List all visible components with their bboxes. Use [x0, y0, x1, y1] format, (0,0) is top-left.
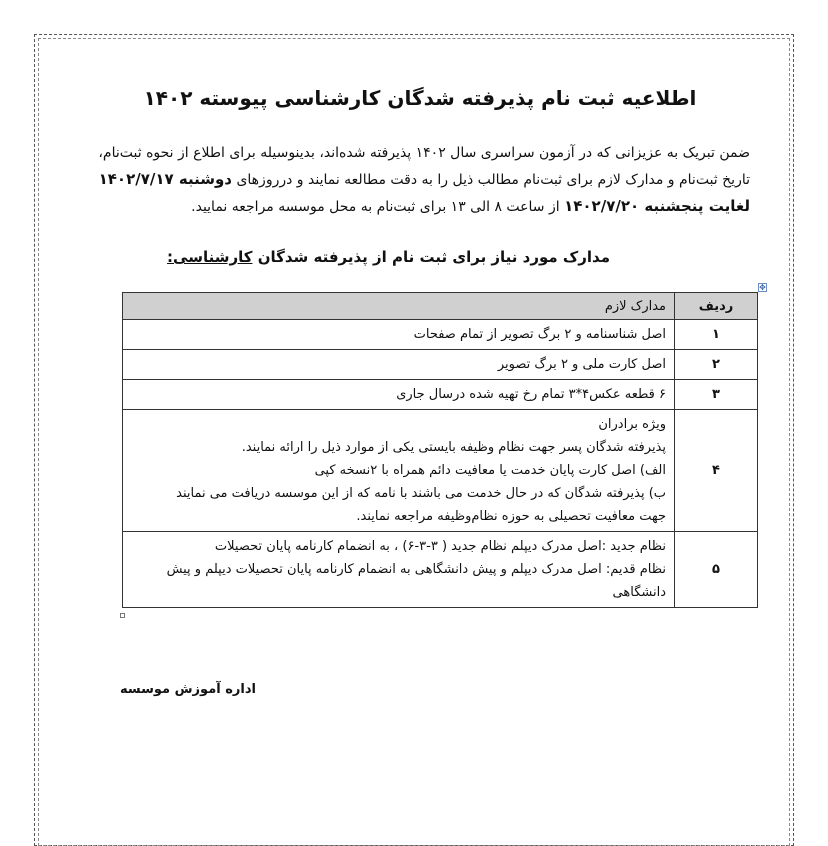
row-number: ۲ [675, 350, 758, 380]
row-line: ب) پذیرفته شدگان که در حال خدمت می باشند با نامه که از این موسسه دریافت می نمایند [176, 486, 666, 501]
row-line: اصل کارت ملی و ۲ برگ تصویر [497, 357, 666, 372]
header-documents: مدارک لازم [123, 293, 675, 320]
subtitle-underlined: کارشناسی: [167, 248, 253, 266]
row-documents [123, 380, 675, 410]
row-line: جهت معافیت تحصیلی به حوزه نظام‌وظیفه مراجعه نمایند. [356, 509, 666, 524]
document-title: اطلاعیه ثبت نام پذیرفته شدگان کارشناسی پیوسته ۱۴۰۲ [143, 86, 697, 110]
intro-text-2: از ساعت ۸ الی ۱۳ برای ثبت‌نام به محل موسسه مراجعه نمایید. [191, 199, 560, 215]
table-header-row [123, 293, 758, 320]
table-resize-handle-icon[interactable] [120, 613, 125, 618]
row-number: ۴ [675, 410, 758, 532]
row-number: ۱ [675, 320, 758, 350]
row-line: پذیرفته شدگان پسر جهت نظام وظیفه بایستی یکی از موارد ذیل را ارائه نمایند. [241, 440, 666, 455]
intro-paragraph [90, 140, 750, 220]
header-row-number: ردیف [675, 293, 758, 320]
row-line: ویژه برادران [598, 417, 666, 432]
row-line: نظام جدید :اصل مدرک دیپلم نظام جدید ( ۳-۳-۶) ، به انضمام کارنامه پایان تحصیلات [214, 539, 666, 554]
table-row [123, 532, 758, 608]
row-line: ۶ قطعه عکس۴*۳ تمام رخ تهیه شده درسال جاری [396, 387, 666, 402]
row-documents [123, 532, 675, 608]
row-documents [123, 350, 675, 380]
table-row [123, 410, 758, 532]
intro-date-end: لغایت پنجشنبه ۱۴۰۲/۷/۲۰ [564, 197, 750, 215]
row-number: ۳ [675, 380, 758, 410]
intro-text-1: ضمن تبریک به عزیزانی که در آزمون سراسری سال ۱۴۰۲ پذیرفته شده‌اند، بدینوسیله برای اطلاع از نحوه ثبت‌نام، تاریخ ثبت‌نام و مدارک لازم برای ثبت‌نام مطالب ذیل را به دقت مطالعه نمایند و درروزهای [98, 145, 750, 188]
row-documents [123, 410, 675, 532]
intro-date-start: دوشنبه ۱۴۰۲/۷/۱۷ [98, 170, 232, 188]
table-move-handle-icon[interactable]: ✥ [759, 283, 766, 292]
table-row [123, 320, 758, 350]
documents-subtitle [150, 248, 610, 266]
signature: اداره آموزش موسسه [120, 682, 256, 697]
required-documents-table [122, 292, 758, 608]
row-number: ۵ [675, 532, 758, 608]
row-line: نظام قدیم: اصل مدرک دیپلم و پیش دانشگاهی به انضمام کارنامه پایان تحصیلات دیپلم و پیش دانشگاهی [166, 562, 666, 600]
table-row [123, 350, 758, 380]
subtitle-prefix: مدارک مورد نیاز برای ثبت نام از پذیرفته شدگان [257, 248, 610, 266]
row-line: الف) اصل کارت پایان خدمت یا معافیت دائم همراه با ۲نسخه کپی [314, 463, 666, 478]
row-line: اصل شناسنامه و ۲ برگ تصویر از تمام صفحات [413, 327, 666, 342]
table-row [123, 380, 758, 410]
row-documents [123, 320, 675, 350]
